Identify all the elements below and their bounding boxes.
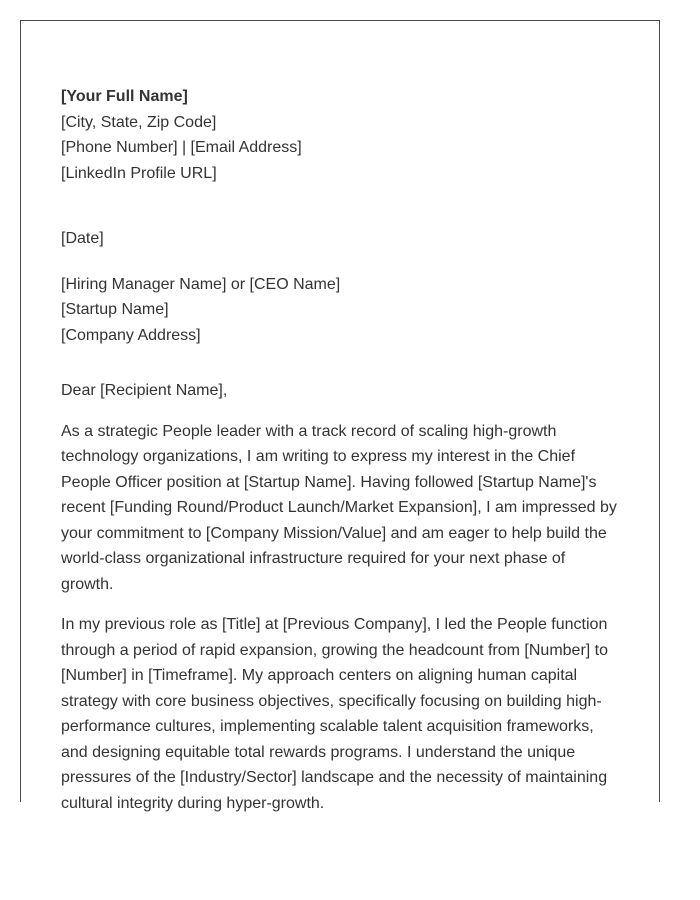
- paragraph-line: pressures of the [Industry/Sector] landscape and the necessity of maintaining: [61, 769, 608, 786]
- paragraph-line: cultural integrity during hyper-growth.: [61, 794, 325, 812]
- document-page: [20, 20, 660, 812]
- recipient-name: [Hiring Manager Name] or [CEO Name]: [61, 275, 341, 293]
- paragraph-line: People Officer position at [Startup Name]. Having followed [Startup Name]'s: [61, 473, 597, 491]
- paragraph-line: recent [Funding Round/Product Launch/Market Expansion], I am impressed by: [61, 499, 617, 516]
- letter-date: [Date]: [61, 230, 104, 247]
- paragraph-line: growth.: [61, 575, 114, 593]
- paragraph-line: [Number] in [Timeframe]. My approach centers on aligning human capital: [61, 667, 578, 684]
- body-paragraph-1: [61, 419, 621, 598]
- paragraph-line: world-class organizational infrastructure required for your next phase of: [61, 550, 566, 567]
- sender-phone-email: [Phone Number] | [Email Address]: [61, 139, 302, 156]
- recipient-block: [61, 272, 621, 349]
- paragraph-line: strategy with core business objectives, specifically focusing on building high-: [61, 692, 602, 710]
- paragraph-line: your commitment to [Company Mission/Value] and am eager to help build the: [61, 524, 607, 542]
- recipient-company: [Startup Name]: [61, 301, 169, 318]
- recipient-address: [Company Address]: [61, 326, 201, 344]
- date-block: [61, 226, 621, 252]
- body-paragraph-2: [61, 612, 621, 816]
- salutation: Dear [Recipient Name],: [61, 382, 228, 399]
- paragraph-line: through a period of rapid expansion, growing the headcount from [Number] to: [61, 641, 608, 659]
- salutation-block: [61, 378, 621, 404]
- paragraph-line: As a strategic People leader with a track record of scaling high-growth: [61, 422, 557, 440]
- paragraph-line: technology organizations, I am writing to express my interest in the Chief: [61, 448, 576, 465]
- sender-city-state-zip: [City, State, Zip Code]: [61, 113, 217, 131]
- sender-linkedin: [LinkedIn Profile URL]: [61, 164, 217, 182]
- paragraph-line: In my previous role as [Title] at [Previous Company], I led the People function: [61, 616, 608, 633]
- sender-block: [61, 84, 621, 186]
- cover-letter-body: [61, 84, 621, 816]
- sender-name: [Your Full Name]: [61, 88, 188, 105]
- paragraph-line: performance cultures, implementing scalable talent acquisition frameworks,: [61, 718, 594, 735]
- paragraph-line: and designing equitable total rewards programs. I understand the unique: [61, 743, 576, 761]
